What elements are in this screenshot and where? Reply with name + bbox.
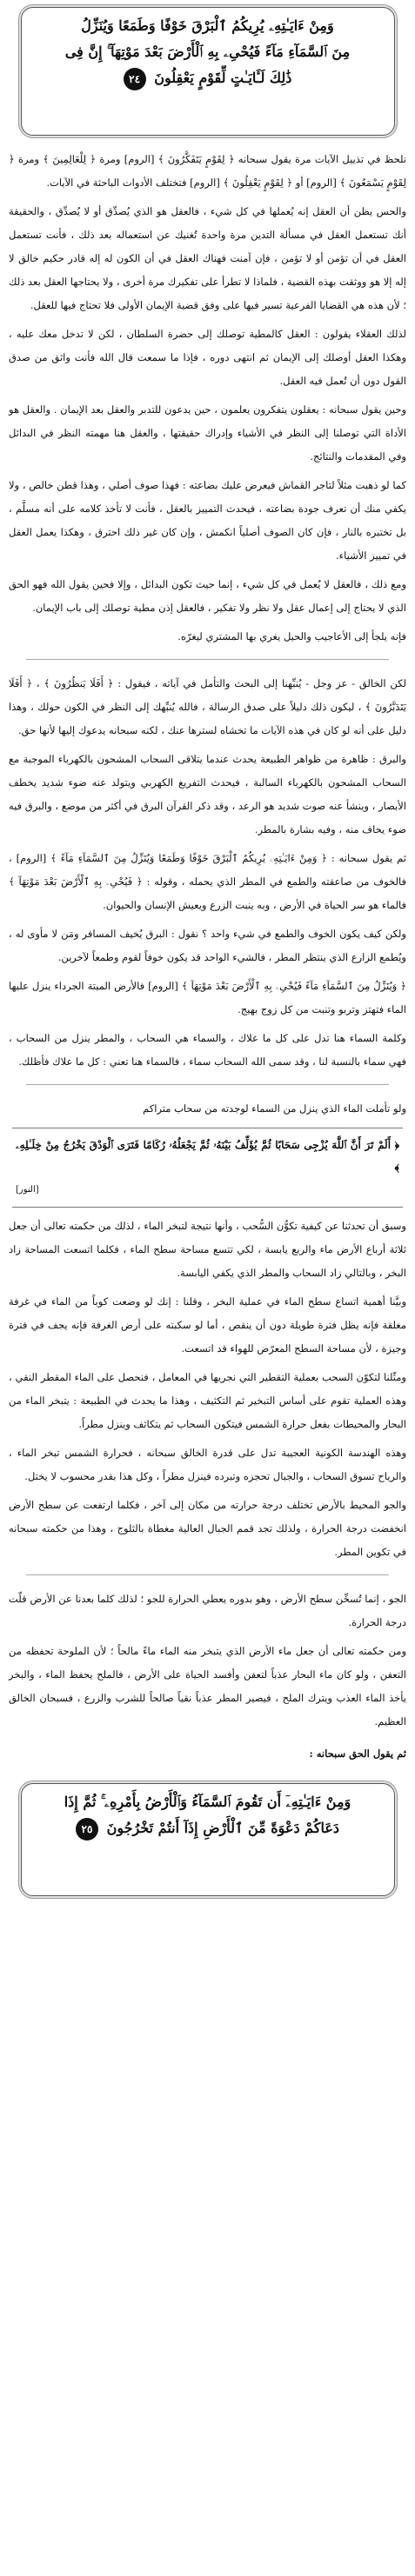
ayah-number-badge: ٢٤ <box>124 68 146 90</box>
quoted-verse: ﴿ أَلَمْ تَرَ أَنَّ ٱللَّهَ يُزْجِى سَحَابًا ثُمَّ يُؤَلِّفُ بَيْنَهُۥ ثُمَّ يَجْعَلُهُۥ رُكَامًا فَتَرَى ٱلْوَدْقَ يَخْرُجُ مِنْ خِلَـٰلِهِۦ ﴾ <box>16 1139 399 1174</box>
paragraph: كما لو ذهبت مثلاً لتاجر القماش فيعرض عليك بضاعته : فهذا صوف أصلي ، وهذا قطن خالص ، ولا يكفي منك أن تعرف جودة بضاعته ، فيحدث التمييز بالعقل ، فأنت لا تأخذ كلامه على أنه مسلَّم ، بل تختبره بالنار ، فإن كان الصوف أصلياً انكمش ، وإن كان غير ذلك احترق ، وهكذا يعمل العقل في تمييز الأشياء. <box>9 479 406 562</box>
paragraph: ثم يقول سبحانه : ﴿ وَمِنْ ءَايَـٰتِهِۦ يُرِيكُمُ ٱلْبَرْقَ خَوْفًا وَطَمَعًا وَيُنَزِّلُ مِنَ ٱلسَّمَآءِ مَآءً ﴾ [الروم] ، فالخوف من صاعقته والطمع في المطر الذي يحمله ، وقوله : ﴿ فَيُحْىِۦ بِهِ ٱلْأَرْضَ بَعْدَ مَوْتِهَآ ﴾ فالماء هو سر الحياة في الأرض ، وبه ينبت الزرع ويعيش الإنسان والحيوان. <box>9 852 406 911</box>
bottom-verse-box <box>21 1783 395 1896</box>
section-divider <box>26 659 389 660</box>
commentary-section-2 <box>9 672 406 1074</box>
paragraph: ولكن كيف يكون الخوف والطمع في شيء واحد ؟ نقول : البرق يُخيف المسافر ومَن لا مأوى له ، ويُطمع الزارع الذي ينتظر المطر ، فالشيء الواحد قد يكون خوفاً لقوم وطمعاً لآخرين. <box>9 928 406 963</box>
commentary-section-4 <box>9 1588 406 1766</box>
top-verse-line-3-text: ذَٰلِكَ لَـَٔايَـٰتٍ لِّقَوْمٍ يَعْقِلُونَ <box>154 70 292 86</box>
bottom-verse-line-2-text: دَعَاكُمْ دَعْوَةً مِّنَ ٱلْأَرْضِ إِذَآ أَنتُمْ تَخْرُجُونَ <box>106 1820 339 1836</box>
bottom-verse-line-2 <box>34 1815 382 1841</box>
commentary-section-3 <box>9 1097 406 1564</box>
commentary-section-1 <box>9 148 406 649</box>
paragraph: وحين يقول سبحانه : يعقلون يتفكرون يعلمون ، حين يدعون للتدبر والعقل بعد الإيمان . والعقل هو الأداة التي توصلنا إلى النظر في الأشياء وإدراك حقيقتها ، والعقل هنا مهمته النظر في البدائل وفي المقدمات والنتائج. <box>9 403 406 463</box>
paragraph: ﴿ وَيُنَزِّلُ مِنَ ٱلسَّمَآءِ مَآءً فَيُحْىِۦ بِهِ ٱلْأَرْضَ بَعْدَ مَوْتِهَآ ﴾ [الروم] فالأرض الميتة الجرداء ينزل عليها الماء فتهتز وتربو وتنبت من كل زوج بهيج. <box>9 980 406 1015</box>
paragraph: لذلك العقلاء يقولون : العقل كالمطية توصلك إلى حضرة السلطان ، لكن لا تدخل معك عليه ، وهكذا العقل أوصلك إلى الإيمان ثم انتهى دوره ، فإذا ما سمعت قال الله فأنت واثق من صدق القول دون أن تُعمل فيه العقل. <box>9 328 406 387</box>
quote-lead: ولو تأملت الماء الذي ينزل من السماء لوجدته من سحاب متراكم <box>143 1102 406 1115</box>
paragraph: وكلمة السماء هنا تدل على كل ما علاك ، والسماء هي السحاب ، والمطر ينزل من السحاب ، فهي سماء بالنسبة لنا ، وقد سمى الله السحاب سماء ، فالسماء هنا تعني : كل ما علاك فأظلك. <box>9 1032 406 1068</box>
paragraph: فإنه يلجأ إلى الأعاجيب والحيل يغري بها المشتري ليغرّه. <box>177 630 406 642</box>
paragraph: ومع ذلك ، فالعقل لا يُعمل في كل شيء ، إنما حيث تكون البدائل ، وإلا فحين يقول الله فهو الحق الذي لا يحتاج إلى إعمال عقل ولا نظر ولا تفكير ، فالعقل إذن مطية توصلك إلى باب الإيمان. <box>9 578 406 614</box>
paragraph: نلحظ في تذييل الآيات مرة يقول سبحانه ﴿ لِقَوْمٍ يَتَفَكَّرُونَ ﴾ [الروم] ومرة ﴿ لِلْعَالِمِينَ ﴾ ومرة ﴿ لِقَوْمٍ يَسْمَعُونَ ﴾ [الروم] أو ﴿ لِقَوْمٍ يَعْقِلُونَ ﴾ [الروم] فتختلف الأدوات الباحثة في الآيات. <box>9 153 406 189</box>
paragraph: ومن حكمته تعالى أن جعل ماء الأرض الذي يتبخر منه الماء ماءً مالحاً ؛ لأن الملوحة تحفظه من التعفن ، ولو كان ماء البحار عذباً لتعفن وأفسد الحياة على الأرض ، فالملح يحفظ الماء ، والبخر يأخذ الماء العذب ويترك الملح ، فيصير المطر عذباً نقياً صالحاً للشرب والزرع ، فسبحان الخالق العظيم. <box>9 1645 406 1727</box>
top-verse-line-2: مِنَ ٱلسَّمَآءِ مَآءً فَيُحْىِۦ بِهِ ٱلْأَرْضَ بَعْدَ مَوْتِهَآ ۚ إِنَّ فِى <box>64 43 351 60</box>
paragraph: ومثّلنا لتكوّن السحب بعملية التقطير التي نجريها في المعامل ، فنحصل على الماء المقطر النقي ، وهذه العملية تقوم على أساس التبخير ثم التكثيف ، وهذا ما يحدث في الطبيعة : يتبخر الماء من البحار والمحيطات بفعل حرارة الشمس فيتكون السحاب ثم يتكاثف وينزل مطراً. <box>9 1371 406 1430</box>
paragraph: وهذه الهندسة الكونية العجيبة تدل على قدرة الخالق سبحانه ، فحرارة الشمس تبخر الماء ، والرياح تسوق السحاب ، والجبال تحجزه وتبرده فينزل مطراً ، وكل هذا بقدر محسوب لا يختل. <box>9 1447 406 1482</box>
top-verse-box <box>21 7 395 136</box>
top-verse-line-3 <box>34 65 382 91</box>
closing-line: ثم يقول الحق سبحانه : <box>309 1747 406 1760</box>
paragraph: الجو ، إنما تُسخِّن سطح الأرض ، وهو بدوره يعطي الحرارة للجو ؛ لذلك كلما بعدنا عن الأرض قلّت درجة الحرارة. <box>9 1593 406 1628</box>
paragraph: وبيَّنا أهمية اتساع سطح الماء في عملية البخر ، وقلنا : إنك لو وضعت كوباً من الماء في غرفة مغلقة فإنه يظل فترة طويلة دون أن ينقص ، أما لو سكبته على أرض الغرفة فإنه يجف في فترة وجيزة ، لأن مساحة السطح المعرّض للهواء قد اتسعت. <box>9 1295 406 1355</box>
paragraph: وسبق أن تحدثنا عن كيفية تكوُّن السُّحب ، وأنها نتيجة لتبخر الماء ، لذلك من حكمته تعالى أن جعل ثلاثة أرباع الأرض ماء والربع يابسة ، لكي تتسع مساحة سطح الماء ، فكلما اتسعت المساحة زاد البخر ، وبالتالي زاد السحاب والمطر الذي يكفي اليابسة. <box>9 1220 406 1279</box>
quoted-verse-reference: [النور] <box>16 1185 39 1195</box>
section-divider <box>26 1574 389 1575</box>
bottom-verse-line-1: وَمِنْ ءَايَـٰتِهِۦٓ أَن تَقُومَ ٱلسَّمَآءُ وَٱلْأَرْضُ بِأَمْرِهِۦ ۚ ثُمَّ إِذَا <box>64 1794 351 1810</box>
section-divider <box>26 1084 389 1085</box>
paragraph: لكن الخالق - عز وجل - يُنبِّهنا إلى البحث والتأمل في آياته ، فيقول : ﴿ أَفَلَا يَنظُرُونَ ﴾ ، ﴿ أَفَلَا يَتَدَبَّرُونَ ﴾ ، ليكون ذلك دليلاً على صدق الرسالة ، فالله يُنبِّهك إلى النظر في الكون حولك ، وهذا دليل على أنه لو كان في هذه الآيات ما تخشاه لسترها عنك ، لكنه سبحانه يدعوك إليها لأنها حق. <box>9 677 406 736</box>
paragraph: والبرق : ظاهرة من ظواهر الطبيعة يحدث عندما يتلاقى السحاب المشحون بالكهرباء الموجبة مع السحاب المشحون بالكهرباء السالبة ، فيحدث التفريغ الكهربي ويتولد عنه ضوء شديد يخطف الأبصار ، وينشأ عنه صوت شديد هو الرعد ، وقد ذكر القرآن البرق في أكثر من موضع ، والبرق فيه ضوء يخاف منه ، وفيه بشارة بالمطر. <box>8 753 406 835</box>
top-verse-line-1: وَمِنْ ءَايَـٰتِهِۦ يُرِيكُمُ ٱلْبَرْقَ خَوْفًا وَطَمَعًا وَيُنَزِّلُ <box>81 17 334 34</box>
ayah-number-badge: ٢٥ <box>76 1818 98 1840</box>
paragraph: والحس يظن أن العقل إنه يُعملها في كل شيء ، فالعقل هو الذي يُصدِّق أو لا يُصدِّق ، والحقيقة أنك تستعمل العقل في مسألة التدين مرة واحدة تُغنيك عن استعماله بعد ذلك ، فأنت تستعمل العقل في أن تؤمن أو لا تؤمن ، فإن آمنت فهناك العقل في أن الكون له إله قادر حكيم خالق لا إله إلا هو ووثقت بهذه القضية ، فلماذا لا تطرأ على تفكيرك مرة أخرى ، ولا يحتاجها العقل بعد ذلك ؛ لأن هذه هي القضايا الفرعية تسير فيها على وفق قضية الإيمان الأولى فلا تحتاج فيها للعقل. <box>9 205 406 311</box>
paragraph: والجو المحيط بالأرض تختلف درجة حرارته من مكان إلى آخر ، فكلما ارتفعت عن سطح الأرض انخفضت درجة الحرارة ، ولذلك تجد قمم الجبال العالية مغطاة بالثلوج ، وهذا من حكمته سبحانه في تكوين المطر. <box>9 1499 406 1558</box>
quoted-verse-box <box>12 1128 403 1208</box>
